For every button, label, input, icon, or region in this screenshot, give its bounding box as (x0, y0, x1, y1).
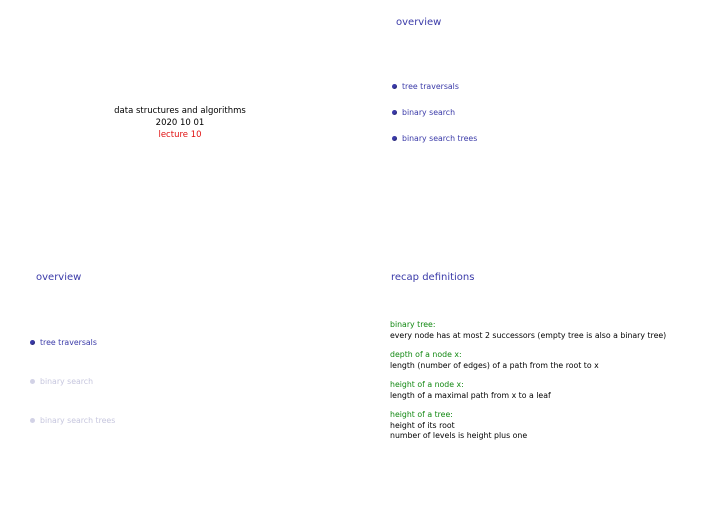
definition-text: length of a maximal path from x to a leaf (390, 390, 551, 400)
definition-text: number of levels is height plus one (390, 431, 528, 440)
lecture-number: lecture 10 (158, 130, 202, 140)
definition (390, 350, 715, 371)
definition-text: every node has at most 2 successors (empty tree is also a binary tree) (390, 330, 667, 340)
definitions-list (390, 320, 715, 451)
definition-term: height of a tree: (390, 410, 453, 419)
definition (390, 410, 715, 442)
recap-definitions-slide (360, 255, 720, 510)
list-item: binary search (30, 377, 93, 386)
title-slide (0, 0, 360, 255)
bullet-icon (392, 84, 397, 89)
bullet-icon (30, 340, 35, 345)
overview-slide (360, 0, 720, 255)
title-block (0, 105, 360, 141)
course-title: data structures and algorithms (114, 106, 246, 116)
frame-title: overview (396, 17, 442, 28)
list-item: binary search (392, 108, 455, 117)
bullet-icon (30, 418, 35, 423)
definition (390, 320, 715, 341)
definition (390, 380, 715, 401)
definition-text: length (number of edges) of a path from the root to x (390, 360, 599, 370)
overview-highlight-slide (0, 255, 360, 510)
lecture-date: 2020 10 01 (155, 118, 205, 128)
frame-title: recap definitions (391, 272, 475, 283)
definition-term: height of a node x: (390, 380, 464, 389)
bullet-icon (392, 110, 397, 115)
bullet-icon (392, 136, 397, 141)
bullet-icon (30, 379, 35, 384)
list-item: binary search trees (30, 416, 115, 425)
definition-term: depth of a node x: (390, 350, 462, 359)
list-item: binary search trees (392, 134, 477, 143)
definition-text: height of its root (390, 420, 455, 430)
definition-term: binary tree: (390, 320, 436, 329)
frame-title: overview (36, 272, 82, 283)
list-item: tree traversals (392, 82, 459, 91)
list-item: tree traversals (30, 338, 97, 347)
